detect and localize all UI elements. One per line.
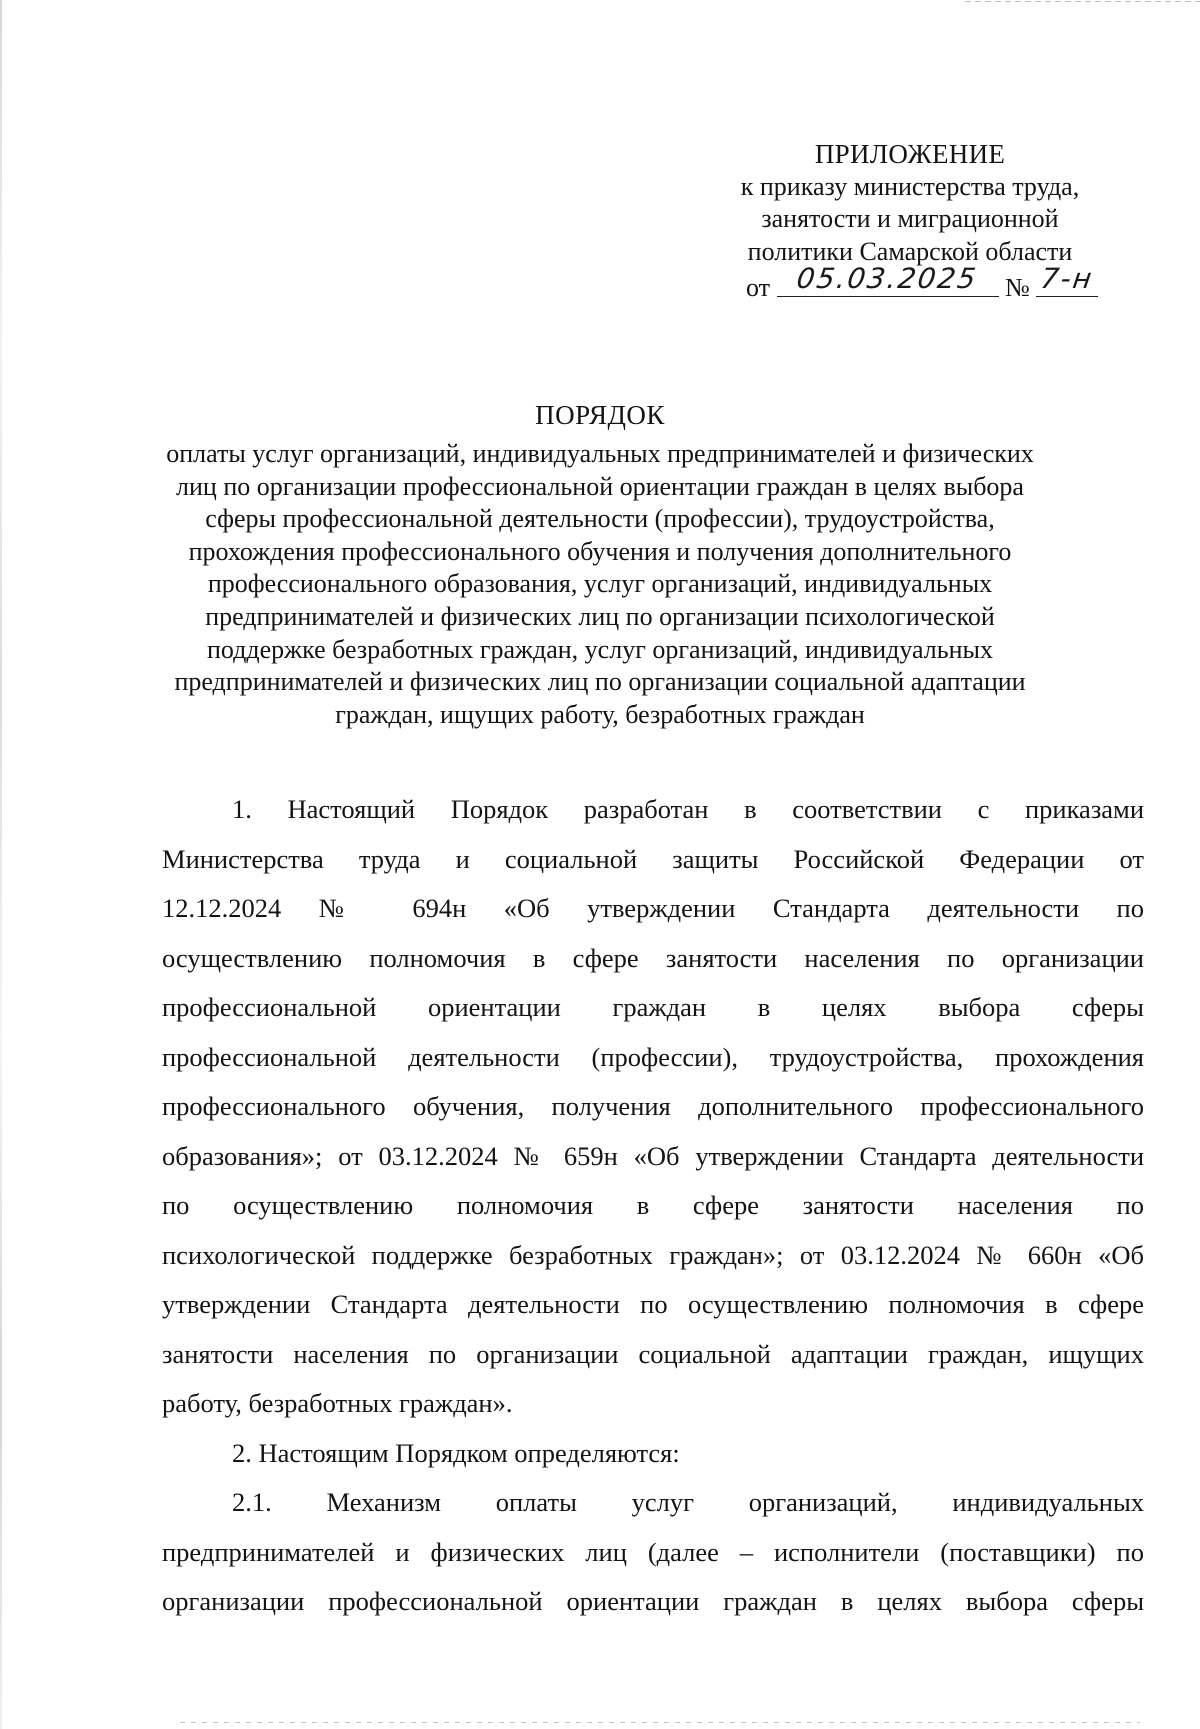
appendix-line: занятости и миграционной xyxy=(761,204,1059,233)
subtitle-line: сферы профессиональной деятельности (профессии), трудоустройства, xyxy=(205,504,995,534)
order-date-number xyxy=(746,262,1098,303)
date-prefix: от xyxy=(746,273,771,302)
paragraph-1-line: профессиональной деятельности (профессии), трудоустройства, прохождения xyxy=(162,1041,1144,1072)
scan-edge-left xyxy=(0,0,2,1729)
subtitle-line: оплаты услуг организаций, индивидуальных предпринимателей и физических xyxy=(166,439,1034,468)
handwritten-date: 05.03.2025 xyxy=(795,262,981,295)
appendix-title: ПРИЛОЖЕНИЕ xyxy=(814,139,1006,169)
paragraph-1-line: 1. Настоящий Порядок разработан в соответствии с приказами xyxy=(232,794,1144,824)
number-prefix: № xyxy=(1005,273,1030,302)
document-body xyxy=(162,785,1144,1627)
paragraph-1-line: Министерства труда и социальной защиты Российской Федерации от xyxy=(162,843,1144,874)
paragraph-1-line: профессионального обучения, получения дополнительного профессионального xyxy=(162,1091,1144,1121)
subtitle-line: предпринимателей и физических лиц по организации психологической xyxy=(205,601,995,631)
paragraph-2-line: 2. Настоящим Порядком определяются: xyxy=(232,1437,680,1468)
paragraph-1-line: осуществлению полномочия в сфере занятости населения по организации xyxy=(162,942,1144,973)
paragraph-1-line: занятости населения по организации социальной адаптации граждан, ищущих xyxy=(162,1338,1144,1369)
paragraph-2-1-line: 2.1. Механизм оплаты услуг организаций, индивидуальных xyxy=(232,1487,1144,1517)
subtitle-line: поддержке безработных граждан, услуг организаций, индивидуальных xyxy=(207,634,993,664)
document-title: ПОРЯДОК xyxy=(535,400,665,430)
paragraph-1-line: профессиональной ориентации граждан в целях выбора сферы xyxy=(162,992,1144,1022)
number-field xyxy=(1036,262,1098,297)
handwritten-number: 7-н xyxy=(1038,262,1096,295)
document-subtitle xyxy=(150,438,1050,731)
appendix-block xyxy=(700,138,1120,268)
paragraph-2-1-line: предпринимателей и физических лиц (далее – исполнители (поставщики) по xyxy=(162,1536,1144,1567)
subtitle-line: граждан, ищущих работу, безработных граждан xyxy=(335,699,865,729)
scan-edge-top xyxy=(965,1,1200,2)
subtitle-line: профессионального образования, услуг организаций, индивидуальных xyxy=(207,569,993,599)
paragraph-1-line: по осуществлению полномочия в сфере занятости населения по xyxy=(162,1190,1144,1220)
appendix-line: политики Самарской области xyxy=(747,236,1073,266)
paragraph-1-line: утверждении Стандарта деятельности по осуществлению полномочия в сфере xyxy=(162,1289,1144,1319)
subtitle-line: предпринимателей и физических лиц по организации социальной адаптации xyxy=(174,667,1026,697)
subtitle-line: лиц по организации профессиональной ориентации граждан в целях выбора xyxy=(176,471,1024,501)
subtitle-line: прохождения профессионального обучения и получения дополнительного xyxy=(188,536,1012,566)
date-field xyxy=(777,262,999,297)
paragraph-2-1-line: организации профессиональной ориентации граждан в целях выбора сферы xyxy=(162,1586,1144,1616)
paragraph-1-line: образования»; от 03.12.2024 № 659н «Об утверждении Стандарта деятельности xyxy=(162,1140,1144,1171)
paragraph-1-line: психологической поддержке безработных граждан»; от 03.12.2024 № 660н «Об xyxy=(162,1239,1144,1270)
paragraph-1-line: работу, безработных граждан». xyxy=(162,1388,513,1418)
appendix-line: к приказу министерства труда, xyxy=(740,171,1080,201)
paragraph-1-line: 12.12.2024 № 694н «Об утверждении Стандарта деятельности по xyxy=(162,893,1144,923)
scan-edge-bottom xyxy=(180,1722,1140,1723)
